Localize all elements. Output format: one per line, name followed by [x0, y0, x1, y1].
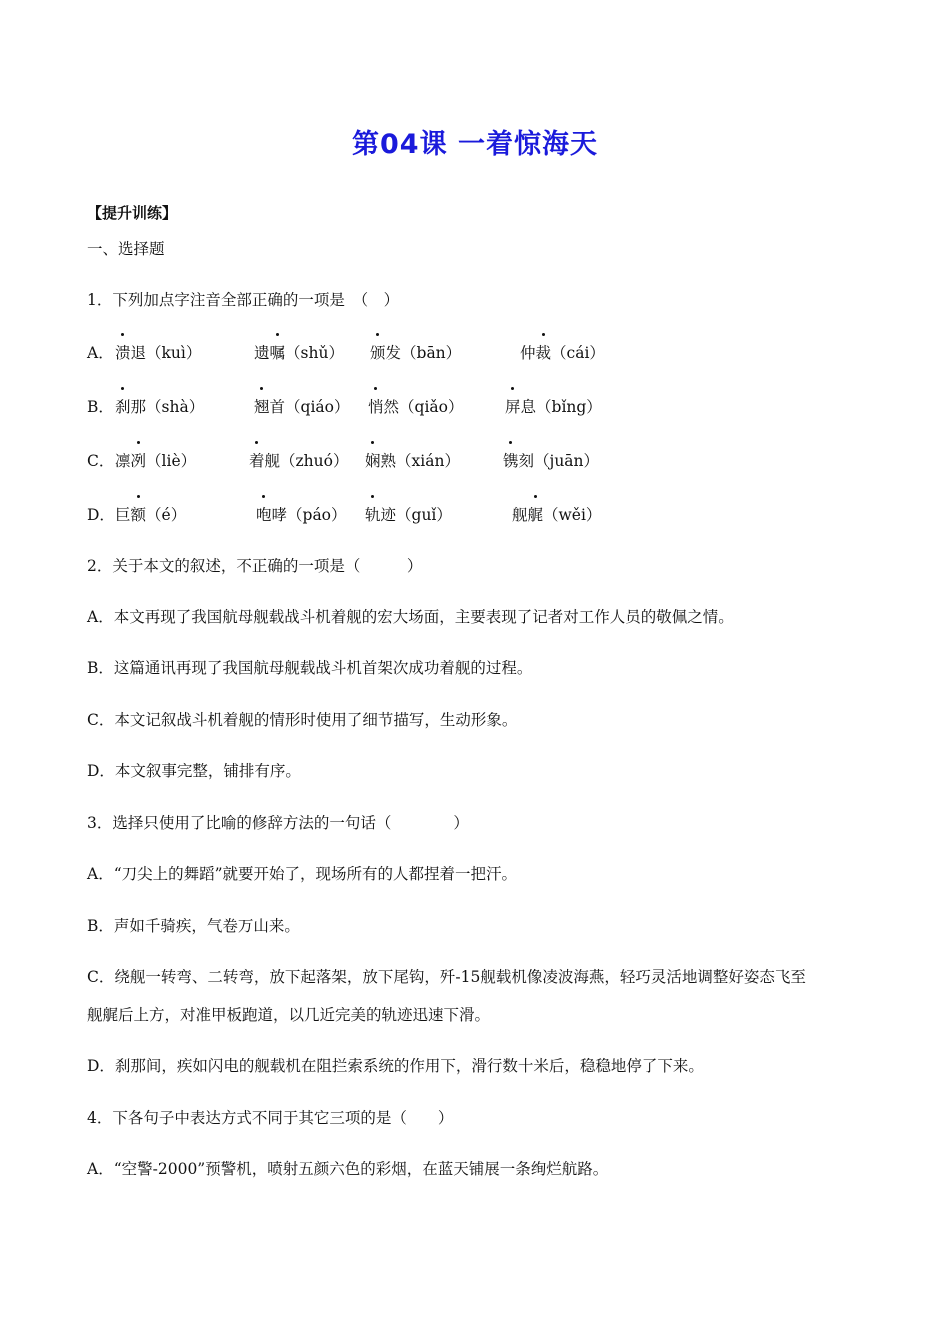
option-label: B．	[87, 398, 114, 416]
section-heading: 一、选择题	[87, 240, 165, 258]
question-2-option-a: A．本文再现了我国航母舰载战斗机着舰的宏大场面，主要表现了记者对工作人员的敬佩之情。	[87, 608, 734, 626]
question-4-option-a: A．“空警-2000”预警机，喷射五颜六色的彩烟，在蓝天铺展一条绚烂航路。	[87, 1160, 609, 1178]
section-tag: 【提升训练】	[87, 204, 178, 222]
option-item: 翘首（qiáo）	[254, 395, 349, 417]
option-item: 悄然（qiǎo）	[368, 395, 463, 417]
option-item: 凛冽（liè）	[115, 449, 196, 471]
option-item: 仲裁（cái）	[520, 341, 605, 363]
question-3-option-a: A．“刀尖上的舞蹈”就要开始了，现场所有的人都捏着一把汗。	[87, 865, 518, 883]
question-3-stem: 3．选择只使用了比喻的修辞方法的一句话（ ）	[87, 814, 469, 832]
option-label: C．	[87, 452, 115, 470]
option-item: 颁发（bān）	[370, 341, 461, 363]
option-item: 着舰（zhuó）	[249, 449, 348, 471]
option-item: 刹那（shà）	[115, 395, 204, 417]
question-3-option-c-line-1: C．绕舰一转弯、二转弯，放下起落架，放下尾钩，歼-15舰载机像凌波海燕，轻巧灵活地调整好姿态飞至	[87, 968, 806, 986]
page-title: 第04课 一着惊海天	[352, 129, 598, 160]
question-1-option-c	[87, 449, 787, 471]
question-4-stem: 4．下各句子中表达方式不同于其它三项的是（ ）	[87, 1109, 454, 1127]
question-1-option-a	[87, 341, 787, 363]
option-item: 溃退（kuì）	[115, 341, 201, 363]
option-label: A．	[87, 344, 114, 362]
question-2-option-b: B．这篇通讯再现了我国航母舰载战斗机首架次成功着舰的过程。	[87, 659, 533, 677]
question-2-option-d: D．本文叙事完整，铺排有序。	[87, 762, 301, 780]
question-1-stem: 1．下列加点字注音全部正确的一项是 （ ）	[87, 291, 400, 309]
option-item: 屏息（bǐng）	[505, 395, 602, 417]
option-item: 巨额（é）	[115, 503, 186, 525]
question-3-option-c-line-2: 舰艉后上方，对准甲板跑道，以几近完美的轨迹迅速下滑。	[87, 1006, 491, 1024]
option-item: 娴熟（xián）	[365, 449, 460, 471]
question-2-stem: 2．关于本文的叙述，不正确的一项是（ ）	[87, 557, 423, 575]
question-2-option-c: C．本文记叙战斗机着舰的情形时使用了细节描写，生动形象。	[87, 711, 518, 729]
option-label: D．	[87, 506, 115, 524]
option-item: 舰艉（wěi）	[512, 503, 601, 525]
option-item: 轨迹（guǐ）	[365, 503, 452, 525]
question-1-option-b	[87, 395, 787, 417]
option-item: 镌刻（juān）	[503, 449, 599, 471]
option-item: 遗嘱（shǔ）	[254, 341, 344, 363]
option-item: 咆哮（páo）	[256, 503, 347, 525]
question-3-option-b: B．声如千骑疾，气卷万山来。	[87, 917, 300, 935]
question-3-option-d: D．刹那间，疾如闪电的舰载机在阻拦索系统的作用下，滑行数十米后，稳稳地停了下来。	[87, 1057, 704, 1075]
question-1-option-d	[87, 503, 787, 525]
